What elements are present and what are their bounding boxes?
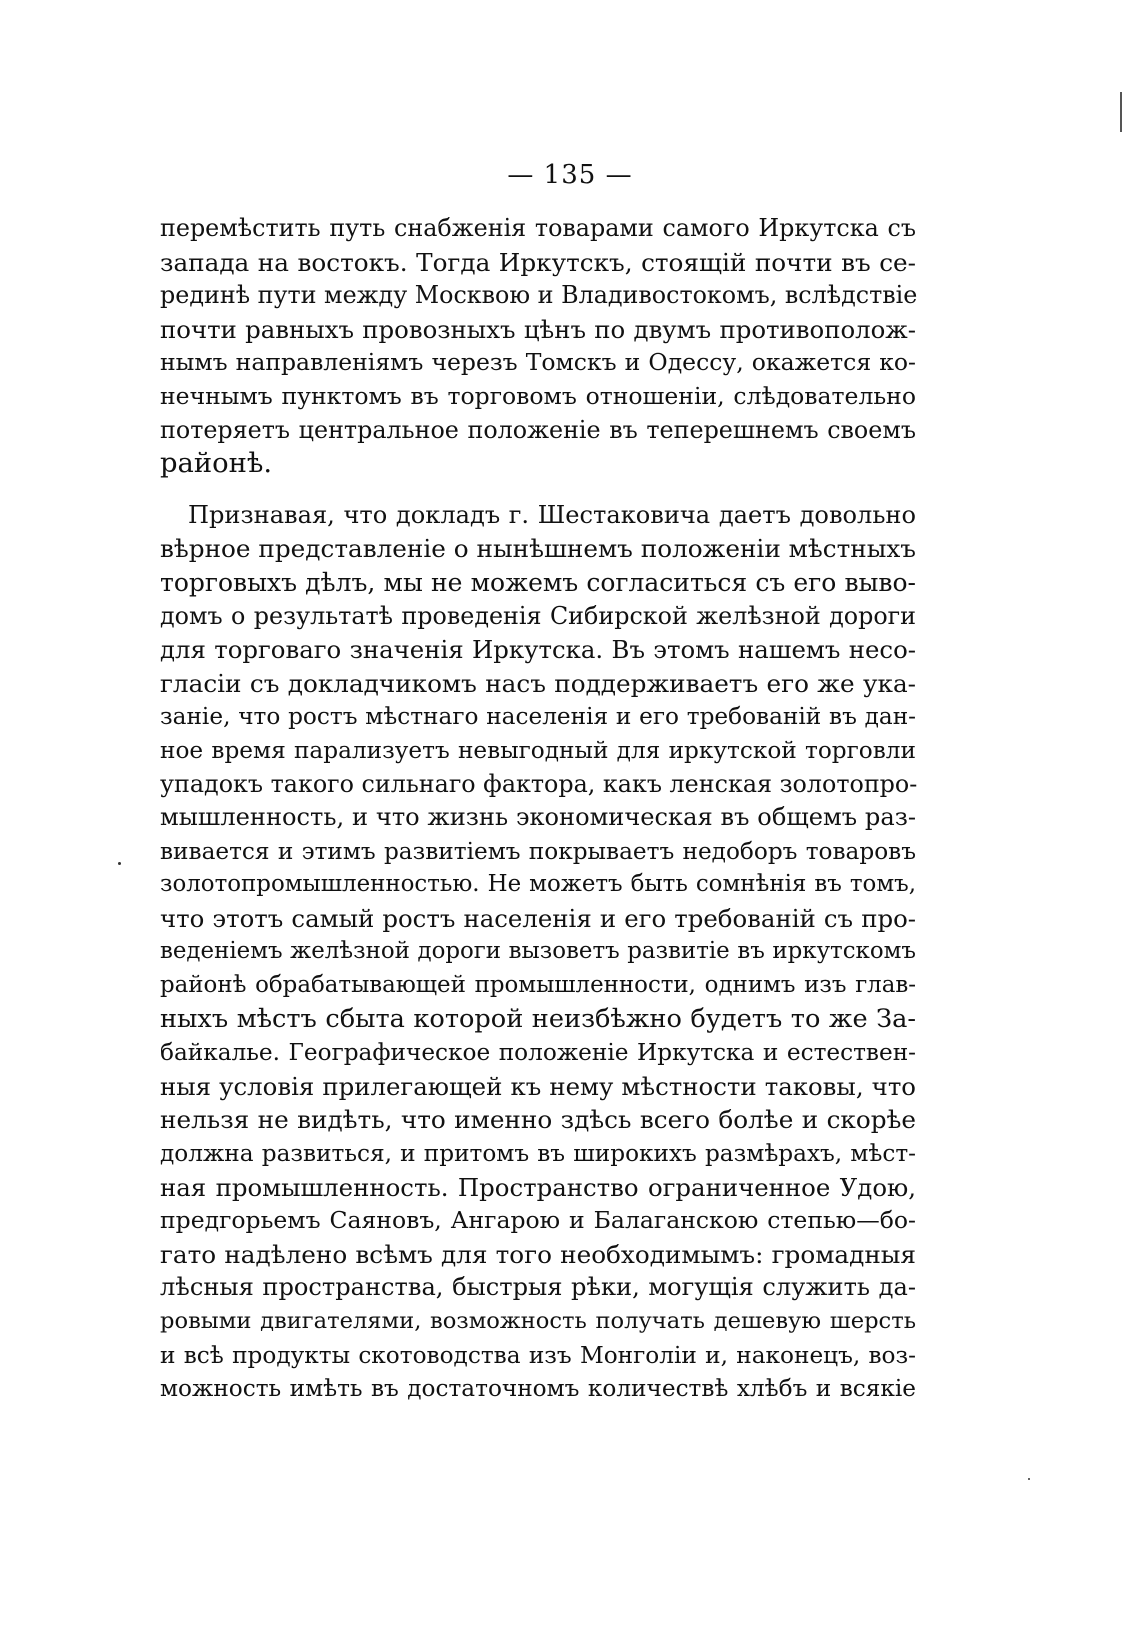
text-line: вивается и этимъ развитіемъ покрываетъ недоборъ товаровъ	[160, 837, 916, 865]
scan-speck	[1028, 1478, 1030, 1480]
scan-speck	[118, 862, 121, 865]
text-line: упадокъ такого сильнаго фактора, какъ ленская золотопро-	[160, 769, 918, 798]
paragraph-2	[160, 499, 916, 1406]
text-line: рединѣ пути между Москвою и Владивостокомъ, вслѣдствіе	[160, 281, 918, 310]
text-line: ровыми двигателями, возможность получать дешевую шерсть	[160, 1308, 916, 1334]
text-line: гласіи съ докладчикомъ насъ поддерживаетъ его же ука-	[160, 668, 916, 698]
text-line: домъ о результатѣ проведенія Сибирской желѣзной дороги	[160, 601, 916, 630]
text-line: торговыхъ дѣлъ, мы не можемъ согласиться съ его выво-	[160, 567, 916, 597]
text-line: для торговаго значенія Иркутска. Въ этомъ нашемъ несо-	[160, 635, 916, 665]
text-line: заніе, что ростъ мѣстнаго населенія и его требованій въ дан-	[160, 703, 916, 731]
text-line: предгорьемъ Саяновъ, Ангарою и Балаганскою степью—бо-	[160, 1206, 916, 1235]
scan-edge-mark	[1120, 92, 1122, 132]
text-line: нымъ направленіямъ черезъ Томскъ и Одессу, окажется ко-	[160, 348, 916, 377]
text-line: запада на востокъ. Тогда Иркутскъ, стоящій почти въ се-	[160, 247, 916, 277]
text-line: мышленность, и что жизнь экономическая въ общемъ раз-	[160, 803, 916, 832]
text-line: нечнымъ пунктомъ въ торговомъ отношеніи, слѣдовательно	[160, 381, 916, 410]
text-line: районѣ.	[160, 448, 273, 480]
text-line: нельзя не видѣть, что именно здѣсь всего болѣе и скорѣе	[160, 1105, 916, 1135]
text-line: вѣрное представленіе о нынѣшнемъ положеніи мѣстныхъ	[160, 534, 916, 564]
text-line: должна развиться, и притомъ въ широкихъ размѣрахъ, мѣст-	[160, 1140, 916, 1168]
text-line: ное время парализуетъ невыгодный для иркутской торговли	[160, 736, 916, 764]
text-line: и всѣ продукты скотоводства изъ Монголіи и, наконецъ, воз-	[160, 1341, 916, 1369]
text-line: почти равныхъ провозныхъ цѣнъ по двумъ противополож-	[160, 314, 916, 344]
text-line: потеряетъ центральное положеніе въ теперешнемъ своемъ	[160, 415, 916, 444]
text-line: перемѣстить путь снабженія товарами самого Иркутска съ	[160, 214, 916, 242]
text-line: что этотъ самый ростъ населенія и его требованій съ про-	[160, 903, 916, 933]
text-line: ныя условія прилегающей къ нему мѣстности таковы, что	[160, 1071, 916, 1101]
paragraph-1	[160, 212, 916, 481]
text-line: золотопромышленностью. Не можетъ быть сомнѣнія въ томъ,	[160, 871, 916, 898]
text-line: Признавая, что докладъ г. Шестаковича даетъ довольно	[188, 500, 916, 529]
text-line: районѣ обрабатывающей промышленности, однимъ изъ глав-	[160, 972, 916, 999]
text-line: гато надѣлено всѣмъ для того необходимымъ: громадныя	[160, 1239, 916, 1269]
text-line: лѣсныя пространства, быстрыя рѣки, могущія служить да-	[160, 1273, 916, 1302]
page-number: — 135 —	[507, 160, 633, 190]
paragraph-gap	[160, 481, 916, 499]
text-line: можность имѣть въ достаточномъ количествѣ хлѣбъ и всякіе	[160, 1375, 916, 1403]
text-line: ныхъ мѣстъ сбыта которой неизбѣжно будетъ то же За-	[160, 1003, 916, 1034]
text-line: веденіемъ желѣзной дороги вызоветъ развитіе въ иркутскомъ	[160, 938, 916, 965]
body-text	[160, 212, 916, 1406]
text-line: байкалье. Географическое положеніе Иркутска и естествен-	[160, 1039, 916, 1067]
text-line: ная промышленность. Пространство ограниченное Удою,	[160, 1172, 916, 1202]
